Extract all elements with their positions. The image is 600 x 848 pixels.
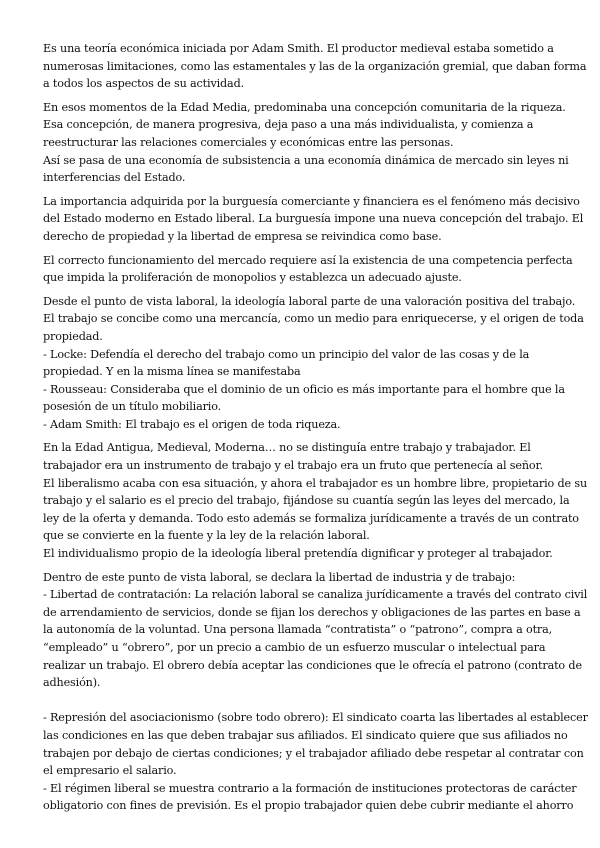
paragraph [43,569,588,815]
text-line: trabajo y el salario es el precio del trabajo, fijándose su cuantía según las leyes del mercado, la [43,494,570,508]
text-line: trabajen por debajo de ciertas condiciones; y el trabajador afiliado debe respetar al contratar con [43,746,584,760]
text-line: de arrendamiento de servicios, donde se fijan los derechos y obligaciones de las partes en base a [43,605,581,619]
text-line: reestructurar las relaciones comerciales y económicas entre las personas. [43,135,454,149]
text-line: adhesión). [43,676,101,690]
text-line: las condiciones en las que deben trabajar sus afiliados. El sindicato quiere que sus afiliados no [43,728,568,742]
text-line: ley de la oferta y demanda. Todo esto además se formaliza jurídicamente a través de un contrato [43,511,579,525]
text-line: Es una teoría económica iniciada por Adam Smith. El productor medieval estaba sometido a [43,42,554,55]
text-line: la autonomía de la voluntad. Una persona llamada “contratista” o “patrono”, compra a otra, [43,623,553,637]
text-line: a todos los aspectos de su actividad. [43,77,244,91]
text-line: que impida la proliferación de monopolios y establezca un adecuado ajuste. [43,271,462,285]
text-line: El trabajo se concibe como una mercancía, como un medio para enriquecerse, y el origen de toda [43,312,584,326]
text-line: del Estado moderno en Estado liberal. La burguesía impone una nueva concepción del trabajo. El [43,212,584,226]
paragraph [43,193,584,246]
text-line: Desde el punto de vista laboral, la ideología laboral parte de una valoración positiva del trabajo. [43,294,576,308]
text-line: - Adam Smith: El trabajo es el origen de toda riqueza. [43,417,341,431]
text-line: interferencias del Estado. [43,171,186,185]
text-line: Así se pasa de una economía de subsistencia a una economía dinámica de mercado sin leyes ni [43,153,569,167]
text-line: Esa concepción, de manera progresiva, deja paso a una más individualista, y comienza a [43,118,534,132]
text-line: - Represión del asociacionismo (sobre todo obrero): El sindicato coarta las libertades al establecer [43,711,588,725]
paragraph [43,439,588,562]
text-line: posesión de un título mobiliario. [43,400,222,414]
document-body [43,40,588,821]
blank-line [43,692,557,710]
paragraph [43,252,573,287]
text-line: numerosas limitaciones, como las estamentales y las de la organización gremial, que daban forma [43,59,587,73]
text-line: trabajador era un instrumento de trabajo y el trabajo era un fruto que pertenecía al señor. [43,459,543,473]
text-line: El individualismo propio de la ideología liberal pretendía dignificar y proteger al trabajador. [43,547,553,561]
paragraph [43,293,584,434]
text-line: que se convierte en la fuente y la ley de la relación laboral. [43,529,370,543]
text-line: La importancia adquirida por la burguesía comerciante y financiera es el fenómeno más decisivo [43,194,580,208]
paragraph [43,40,587,93]
text-line: - Libertad de contratación: La relación laboral se canaliza jurídicamente a través del contrato civil [43,588,588,602]
text-line: propiedad. Y en la misma línea se manifestaba [43,365,301,379]
text-line: El liberalismo acaba con esa situación, y ahora el trabajador es un hombre libre, propietario de su [43,476,588,490]
text-line: el empresario el salario. [43,764,177,778]
paragraph [43,99,569,187]
text-line: - El régimen liberal se muestra contrario a la formación de instituciones protectoras de carácter [43,781,577,795]
text-line: realizar un trabajo. El obrero debía aceptar las condiciones que le ofrecía el patrono (contrato de [43,658,582,672]
text-line: Dentro de este punto de vista laboral, se declara la libertad de industria y de trabajo: [43,570,516,584]
text-line: derecho de propiedad y la libertad de empresa se reivindica como base. [43,229,442,243]
text-line: “empleado” u “obrero”, por un precio a cambio de un esfuerzo muscular o intelectual para [43,641,546,654]
text-line: obligatorio con fines de previsión. Es el propio trabajador quien debe cubrir mediante el ahorro [43,799,574,813]
text-line: - Rousseau: Consideraba que el dominio de un oficio es más importante para el hombre que la [43,382,565,396]
text-line: El correcto funcionamiento del mercado requiere así la existencia de una competencia perfecta [43,253,573,267]
text-line: propiedad. [43,329,103,343]
text-line: En la Edad Antigua, Medieval, Moderna… no se distinguía entre trabajo y trabajador. El [43,441,531,455]
text-line: En esos momentos de la Edad Media, predominaba una concepción comunitaria de la riqueza. [43,100,566,114]
text-line: - Locke: Defendía el derecho del trabajo como un principio del valor de las cosas y de la [43,347,530,361]
